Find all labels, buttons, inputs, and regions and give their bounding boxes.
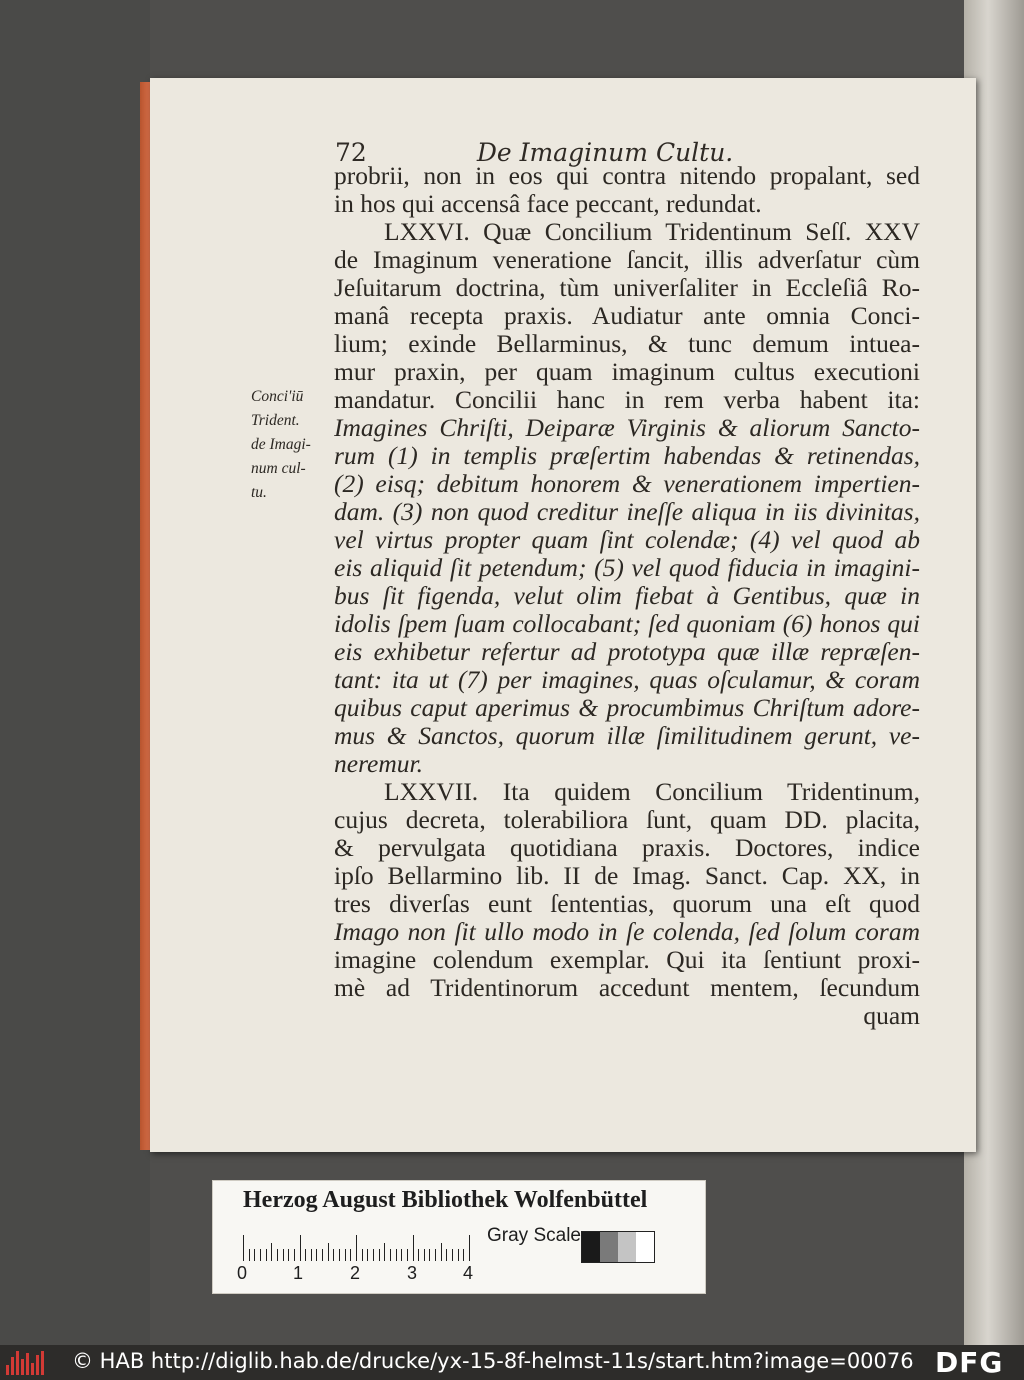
ruler-tick	[300, 1235, 301, 1261]
gray-scale-label: Gray Scale	[487, 1225, 581, 1246]
ruler-tick	[446, 1249, 447, 1261]
ruler-tick	[469, 1235, 470, 1261]
ruler-tick	[373, 1249, 374, 1261]
ruler-tick	[311, 1249, 312, 1261]
ruler-tick	[435, 1249, 436, 1261]
ruler-tick	[418, 1249, 419, 1261]
text-line: idolis ſpem ſuam collocabant; ſed quoniam (6) honos qui	[334, 610, 920, 638]
footer-url[interactable]: © HAB http://diglib.hab.de/drucke/yx-15-8f-helmst-11s/start.htm?image=00076	[72, 1349, 914, 1373]
ruler-tick	[328, 1243, 329, 1261]
ruler-tick	[429, 1249, 430, 1261]
page-number: 72	[335, 138, 367, 167]
ruler-number: 4	[463, 1263, 474, 1283]
text-line: manâ recepta praxis. Audiatur ante omnia Conci-	[334, 302, 920, 330]
ruler-tick	[254, 1249, 255, 1261]
text-line: dam. (3) non quod creditur ineſſe aliqua in iis divinitas,	[334, 498, 920, 526]
margin-note-line: de Imagi-	[251, 436, 311, 453]
text-line: (2) eisq; debitum honorem & venerationem impertien-	[334, 470, 920, 498]
text-line: cujus decreta, tolerabiliora ſunt, quam DD. placita,	[334, 806, 920, 834]
library-name: Herzog August Bibliothek Wolfenbüttel	[243, 1187, 648, 1213]
text-line: mandatur. Concilii hanc in rem verba habent ita:	[334, 386, 920, 414]
footer-bar	[0, 1345, 1024, 1380]
ruler-tick	[243, 1235, 244, 1261]
text-line: vel virtus propter quam ſint colendæ; (4) vel quod ab	[334, 526, 920, 554]
margin-note	[251, 385, 335, 505]
text-line: Jeſuitarum doctrina, tùm univerſaliter in Eccleſiâ Ro-	[334, 274, 920, 302]
text-line: mus & Sanctos, quorum illæ ſimilitudinem gerunt, ve-	[334, 722, 920, 750]
margin-note-line: Trident.	[251, 412, 300, 429]
text-line: lium; exinde Bellarminus, & tunc demum intuea-	[334, 330, 920, 358]
text-line: mur praxin, per quam imaginum cultus executioni	[334, 358, 920, 386]
ruler-tick	[367, 1249, 368, 1261]
text-line: & pervulgata quotidiana praxis. Doctores, indice	[334, 834, 920, 862]
ruler-number: 0	[237, 1263, 248, 1283]
text-line: quibus caput aperimus & procumbimus Chriſtum adore-	[334, 694, 920, 722]
text-line: Imago non ſit ullo modo in ſe colenda, ſed ſolum coram	[334, 918, 920, 946]
ruler-tick	[379, 1249, 380, 1261]
gray-swatch	[600, 1232, 618, 1262]
text-line: LXXVI. Quæ Concilium Tridentinum Seſſ. XXV	[384, 218, 920, 246]
ruler-tick	[407, 1249, 408, 1261]
ruler-tick	[356, 1235, 357, 1261]
gray-scale-swatches	[581, 1231, 655, 1263]
gray-swatch	[636, 1232, 654, 1262]
ruler-tick	[458, 1249, 459, 1261]
text-line: probrii, non in eos qui contra nitendo propalant, sed	[334, 162, 920, 190]
ruler-tick	[316, 1249, 317, 1261]
text-line: neremur.	[334, 750, 424, 778]
ruler-tick	[277, 1249, 278, 1261]
ruler-tick	[463, 1249, 464, 1261]
ruler-number: 1	[293, 1263, 304, 1283]
text-line: eis exhibetur refertur ad prototypa quæ illæ repræſen-	[334, 638, 920, 666]
ruler-tick	[288, 1249, 289, 1261]
text-line: imagine colendum exemplar. Qui ita ſentiunt proxi-	[334, 946, 920, 974]
ruler-tick	[345, 1249, 346, 1261]
text-line: mè ad Tridentinorum accedunt mentem, ſecundum	[334, 974, 920, 1002]
margin-note-line: num cul-	[251, 460, 306, 477]
running-head-title: De Imaginum Cultu.	[476, 138, 734, 167]
body-text	[334, 162, 920, 1030]
text-line: in hos qui accensâ face peccant, redundat.	[334, 190, 762, 218]
text-line: eis aliquid ſit petendum; (5) vel quod fiducia in imagini-	[334, 554, 920, 582]
text-line: de Imaginum veneratione ſancit, illis adverſatur cùm	[334, 246, 920, 274]
ruler-tick	[441, 1243, 442, 1261]
gray-swatch	[618, 1232, 636, 1262]
text-line: Imagines Chriſti, Deiparæ Virginis & aliorum Sancto-	[334, 414, 920, 442]
ruler-tick	[249, 1249, 250, 1261]
ruler-tick	[294, 1249, 295, 1261]
ruler-tick	[260, 1249, 261, 1261]
page-edge	[140, 82, 150, 1150]
text-line: tres diverſas eunt ſententias, quorum una eſt quod	[334, 890, 920, 918]
library-label-card	[212, 1180, 706, 1294]
dfg-logo-icon: DFG	[935, 1346, 1004, 1379]
ruler-tick	[305, 1249, 306, 1261]
text-line: ipſo Bellarmino lib. II de Imag. Sanct. Cap. XX, in	[334, 862, 920, 890]
ruler-tick	[271, 1243, 272, 1261]
gray-swatch	[582, 1232, 600, 1262]
ruler-tick	[413, 1235, 414, 1261]
ruler-tick	[401, 1249, 402, 1261]
ruler-numbers	[237, 1263, 477, 1287]
ruler	[243, 1235, 475, 1261]
ruler-tick	[384, 1243, 385, 1261]
hab-logo-icon	[6, 1351, 46, 1375]
ruler-tick	[283, 1249, 284, 1261]
ruler-number: 3	[407, 1263, 418, 1283]
text-line: tant: ita ut (7) per imagines, quas oſculamur, & coram	[334, 666, 920, 694]
ruler-tick	[333, 1249, 334, 1261]
ruler-tick	[339, 1249, 340, 1261]
ruler-tick	[350, 1249, 351, 1261]
ruler-tick	[362, 1249, 363, 1261]
ruler-number: 2	[350, 1263, 361, 1283]
ruler-tick	[266, 1249, 267, 1261]
margin-note-line: tu.	[251, 484, 267, 501]
ruler-tick	[390, 1249, 391, 1261]
margin-note-line: Conci'iū	[251, 388, 304, 405]
ruler-tick	[424, 1249, 425, 1261]
text-line: bus ſit figenda, velut olim fiebat à Gentibus, quæ in	[334, 582, 920, 610]
background-left	[0, 0, 150, 1345]
ruler-tick	[452, 1249, 453, 1261]
text-line: rum (1) in templis præſertim habendas & retinendas,	[334, 442, 920, 470]
ruler-tick	[322, 1249, 323, 1261]
catchword: quam	[863, 1002, 920, 1030]
text-line: LXXVII. Ita quidem Concilium Tridentinum,	[384, 778, 920, 806]
ruler-tick	[396, 1249, 397, 1261]
